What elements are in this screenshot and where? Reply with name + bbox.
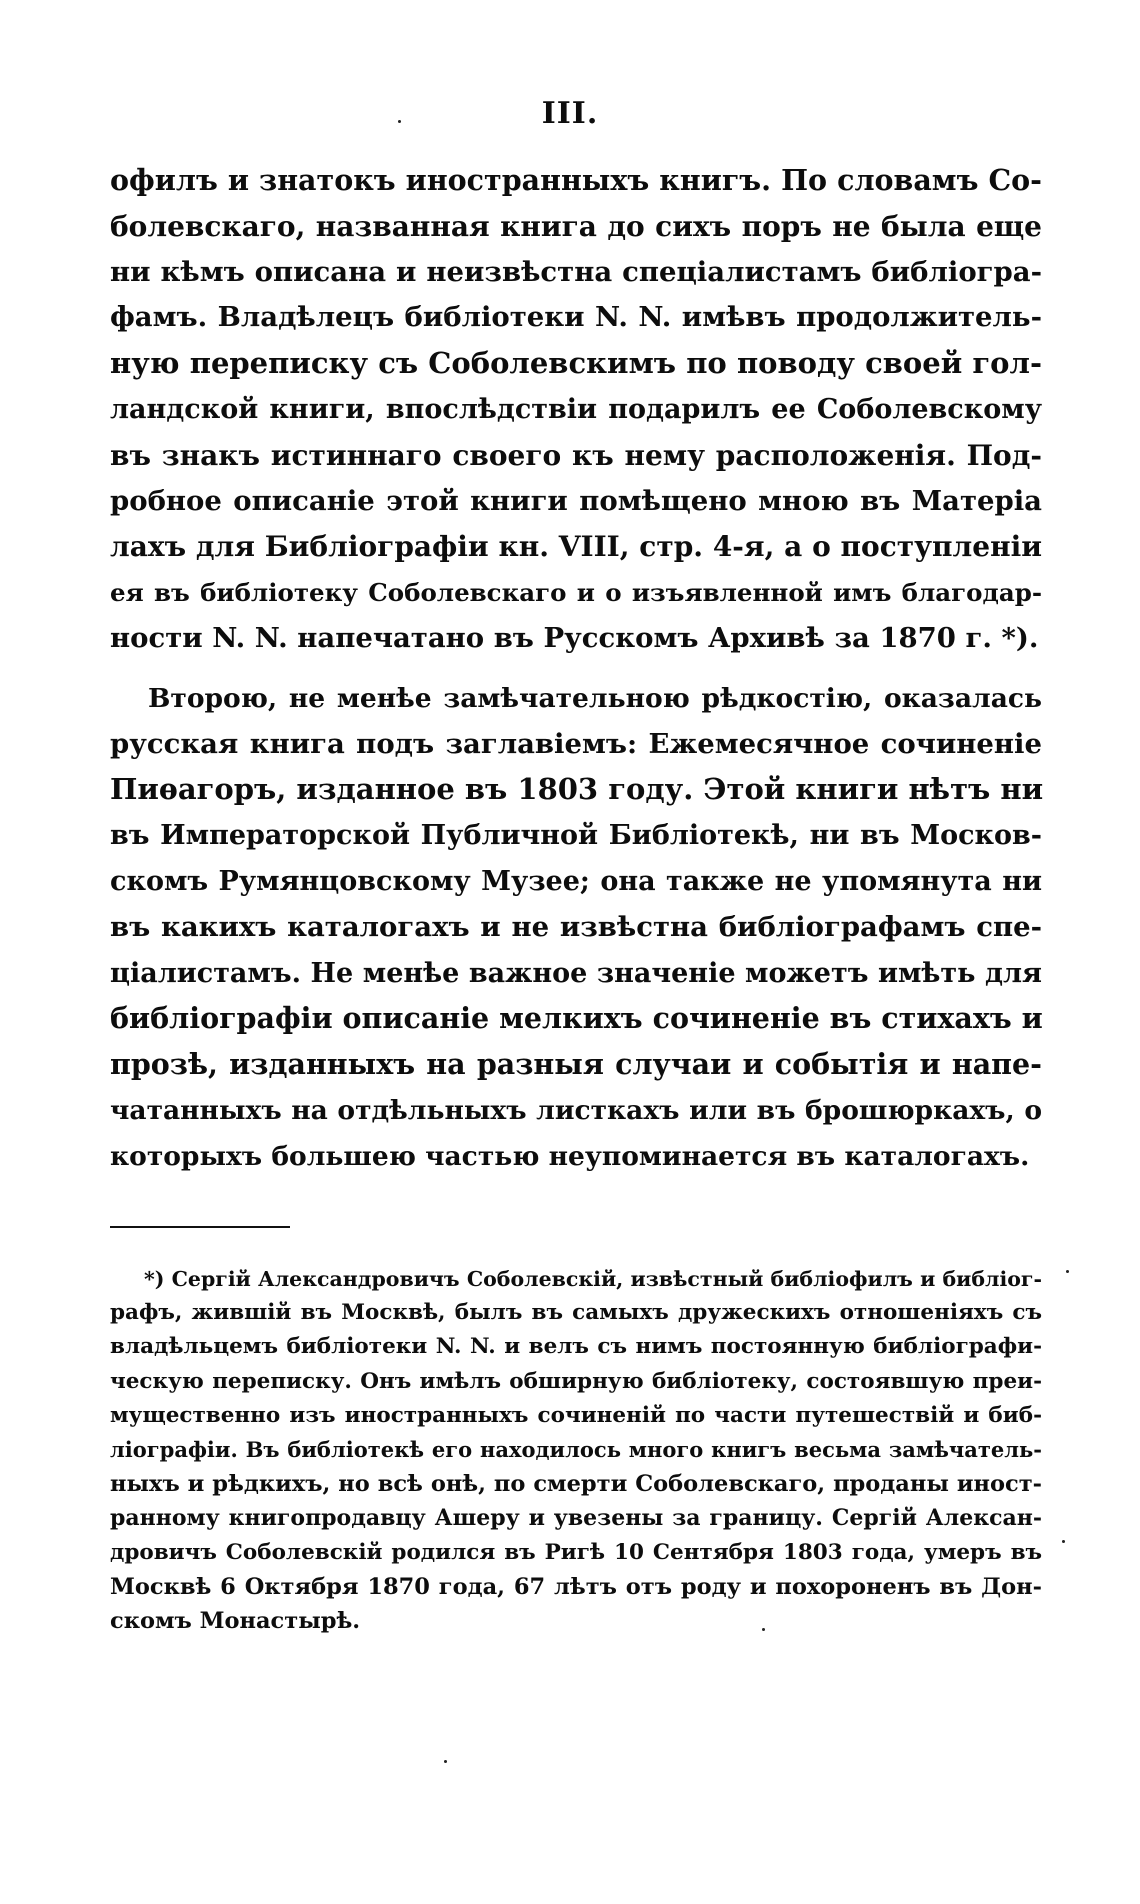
text-line: скомъ Румянцовскому Музее; она также не упомянута ни [110,865,1042,897]
text-line: ности N. N. напечатано въ Русскомъ Архивѣ за 1870 г. *). [110,621,1039,654]
footnote-line: мущественно изъ иностранныхъ сочиненій по части путешествій и биб- [110,1402,1042,1428]
text-line: русская книга подъ заглавіемъ: Ежемесячное сочиненіе [110,727,1042,760]
text-line: офилъ и знатокъ иностранныхъ книгъ. По словамъ Со- [110,163,1042,197]
text-line: фамъ. Владѣлецъ библіотеки N. N. имѣвъ продолжитель- [110,301,1042,334]
footnote [110,1262,1042,1638]
text-line: ея въ библіотеку Соболевскаго и о изъявленной имъ благодар- [110,578,1042,608]
footnote-line: ческую переписку. Онъ имѣлъ обширную библіотеку, состоявшую преи- [110,1368,1042,1394]
paragraph-gap [110,662,1042,676]
footnote-line: Москвѣ 6 Октября 1870 года, 67 лѣтъ отъ роду и похороненъ въ Дон- [110,1573,1042,1600]
text-line: ни кѣмъ описана и неизвѣстна спеціалистамъ библіогра- [110,255,1042,288]
text-line: лахъ для Библіографіи кн. VIII, стр. 4-я, а о поступленіи [110,530,1042,564]
footnote-line: ліографіи. Въ библіотекѣ его находилось много книгъ весьма замѣчатель- [110,1436,1042,1462]
footnote-line: скомъ Монастырѣ. [110,1607,361,1634]
page-number: III. [541,96,599,131]
footnote-line: ныхъ и рѣдкихъ, но всѣ онѣ, по смерти Соболевскаго, проданы иност- [110,1471,1042,1498]
footnote-line: *) Сергій Александровичъ Соболевскій, извѣстный библіофилъ и библіог- [144,1267,1042,1291]
text-line: которыхъ большею частью неупоминается въ каталогахъ. [110,1140,1030,1172]
text-line: ландской книги, впослѣдствіи подарилъ ее Соболевскому [110,393,1042,425]
text-line: ціалистамъ. Не менѣе важное значеніе можетъ имѣть для [110,957,1042,989]
text-line: Второю, не менѣе замѣчательною рѣдкостію, оказалась [148,682,1042,714]
main-text [110,158,1042,1180]
paragraph-2 [110,676,1042,1180]
text-line: прозѣ, изданныхъ на разныя случаи и событія и напе- [110,1047,1042,1082]
text-line: библіографіи описаніе мелкихъ сочиненіе въ стихахъ и [110,1001,1043,1036]
scan-speck [762,1628,765,1631]
scan-speck [1062,1540,1065,1543]
text-line: Пиѳагоръ, изданное въ 1803 году. Этой книги нѣтъ ни [110,772,1044,807]
paragraph-1 [110,158,1042,662]
scan-speck [398,120,401,123]
scan-speck [444,1760,447,1763]
footnote-line: рафъ, жившій въ Москвѣ, былъ въ самыхъ дружескихъ отношеніяхъ съ [110,1300,1042,1326]
footnote-line: владѣльцемъ библіотеки N. N. и велъ съ нимъ постоянную библіографи- [110,1334,1042,1360]
footnote-divider [110,1226,290,1228]
text-line: въ какихъ каталогахъ и не извѣстна библіографамъ спе- [110,910,1042,943]
text-line: болевскаго, названная книга до сихъ поръ не была еще [110,209,1042,243]
text-line: чатанныхъ на отдѣльныхъ листкахъ или въ брошюркахъ, о [110,1094,1042,1126]
text-line: въ Императорской Публичной Библіотекѣ, ни въ Москов- [110,820,1042,852]
scan-speck [1066,1270,1069,1273]
text-line: ную переписку съ Соболевскимъ по поводу своей гол- [110,346,1042,381]
text-line: робное описаніе этой книги помѣщено мною въ Матеріа [110,484,1042,517]
footnote-line: ранному книгопродавцу Ашеру и увезены за границу. Сергій Алексан- [110,1505,1042,1532]
text-line: въ знакъ истиннаго своего къ нему расположенія. Под- [110,438,1042,472]
footnote-line: дровичъ Соболевскій родился въ Ригѣ 10 Сентября 1803 года, умеръ въ [110,1539,1042,1565]
